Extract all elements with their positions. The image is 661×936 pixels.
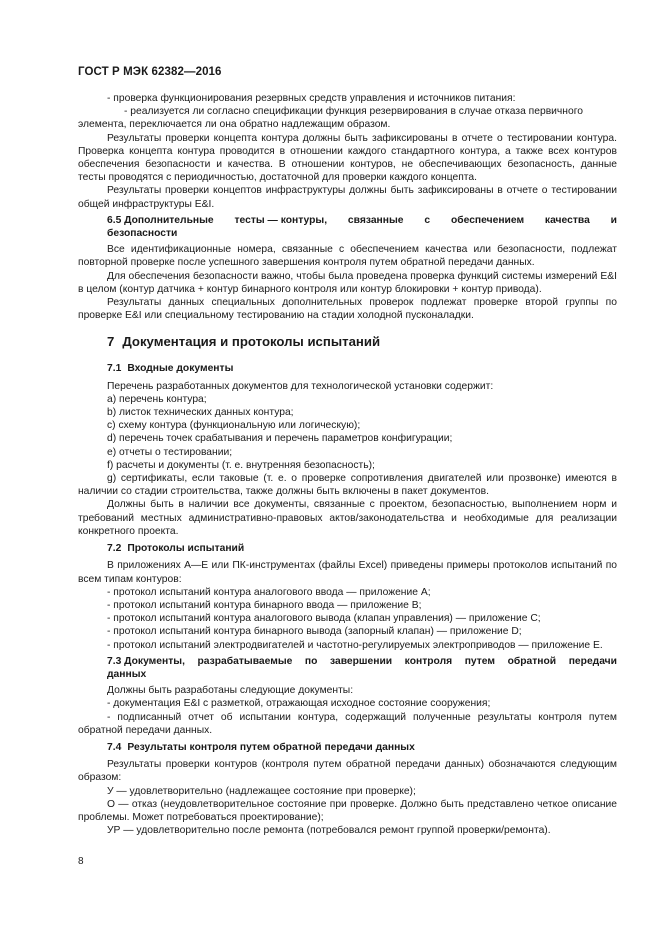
- section-heading-7: 7 Документация и протоколы испытаний: [107, 334, 381, 350]
- section-heading-7-4: 7.4 Результаты контроля путем обратной передачи данных: [107, 741, 415, 753]
- list-item: О — отказ (неудовлетворительное состояние при проверке. Должно быть представлено четкое описание проблемы. Может потребоваться проектирование);: [78, 798, 617, 823]
- paragraph: Для обеспечения безопасности важно, чтобы была проведена проверка функций системы измерений E&I в целом (контур датчика + контур бинарного контроля или контур блокировки + контур привода).: [78, 270, 617, 295]
- list-item: - протокол испытаний контура бинарного вывода (запорный клапан) — приложение D;: [107, 626, 522, 638]
- list-item: g) сертификаты, если таковые (т. е. о проверке сопротивления двигателей или прозвонке) имеются в наличии со стадии строительства, также должны быть включены в пакет документов.: [78, 473, 617, 498]
- list-item: - подписанный отчет об испытании контура, содержащий полученные результаты контроля путем обратной передачи данных.: [78, 711, 617, 736]
- section-heading-7-3-cont: данных: [107, 668, 147, 680]
- page-number: 8: [78, 856, 84, 867]
- paragraph: - реализуется ли согласно спецификации функция резервирования в случае отказа первичного: [124, 106, 583, 118]
- paragraph: Результаты проверки контуров (контроля путем обратной передачи данных) обозначаются следующим образом:: [78, 759, 617, 784]
- paragraph: элемента, переключается ли она обратно надлежащим образом.: [78, 119, 391, 131]
- paragraph: Должны быть разработаны следующие документы:: [107, 685, 354, 697]
- list-item: - документация E&I с разметкой, отражающая исходное состояние сооружения;: [107, 698, 491, 710]
- section-heading-7-3: 7.3 Документы, разрабатываемые по завершении контроля путем обратной передачи: [107, 655, 617, 667]
- list-item: - протокол испытаний контура аналогового вывода (клапан управления) — приложение C;: [107, 613, 541, 625]
- paragraph: Результаты проверки концептов инфраструктуры должны быть зафиксированы в отчете о тестировании общей инфраструктуры E&I.: [78, 185, 617, 210]
- section-heading-6-5: 6.5 Дополнительные тесты — контуры, связанные с обеспечением качества и: [107, 214, 617, 226]
- list-item: b) листок технических данных контура;: [107, 407, 294, 419]
- list-item: f) расчеты и документы (т. е. внутренняя безопасность);: [107, 459, 375, 471]
- list-item: У — удовлетворительно (надлежащее состояние при проверке);: [107, 785, 416, 797]
- document-body: [78, 92, 617, 837]
- paragraph: Результаты проверки концепта контура должны быть зафиксированы в отчете о тестировании контура. Проверка концепта контура проводится в отношении каждого стандартного контура, а также всех контуров обеспечения безопасности и качества. В отношении контуров, не обеспечивающих безопасность, данные тесты проводятся с периодичностью, достаточной для проверки каждого концепта.: [78, 132, 617, 184]
- list-item: - протокол испытаний контура аналогового ввода — приложение A;: [107, 586, 431, 598]
- list-item: e) отчеты о тестировании;: [107, 446, 233, 458]
- list-item: a) перечень контура;: [107, 393, 207, 405]
- paragraph: Должны быть в наличии все документы, связанные с проектом, безопасностью, выполнением норм и требований местных административно-правовых актов/законодательства и необходимые для реализации конкретного проекта.: [78, 499, 617, 537]
- list-item: УР — удовлетворительно после ремонта (потребовался ремонт группой проверки/ремонта).: [107, 825, 551, 837]
- paragraph: Все идентификационные номера, связанные с обеспечением качества или безопасности, подлежат повторной проверке после успешного завершения контроля путем обратной передачи данных.: [78, 244, 617, 269]
- paragraph: - проверка функционирования резервных средств управления и источников питания:: [107, 93, 516, 104]
- paragraph: Результаты данных специальных дополнительных проверок подлежат проверке второй группы по проверке E&I или специальному тестированию на стадии холодной пусконаладки.: [78, 297, 617, 322]
- paragraph: В приложениях А—Е или ПК-инструментах (файлы Excel) приведены примеры протоколов испытаний по всем типам контуров:: [78, 560, 617, 585]
- list-item: - протокол испытаний электродвигателей и частотно-регулируемых электроприводов — приложение E.: [107, 639, 603, 651]
- section-heading-6-5-cont: безопасности: [107, 228, 178, 240]
- section-heading-7-1: 7.1 Входные документы: [107, 363, 234, 375]
- paragraph: Перечень разработанных документов для технологической установки содержит:: [107, 380, 494, 392]
- list-item: - протокол испытаний контура бинарного ввода — приложение B;: [107, 599, 422, 611]
- page-header: ГОСТ Р МЭК 62382—2016: [78, 66, 222, 78]
- list-item: c) схему контура (функциональную или логическую);: [107, 420, 361, 432]
- section-heading-7-2: 7.2 Протоколы испытаний: [107, 543, 245, 555]
- list-item: d) перечень точек срабатывания и перечень параметров конфигурации;: [107, 433, 453, 445]
